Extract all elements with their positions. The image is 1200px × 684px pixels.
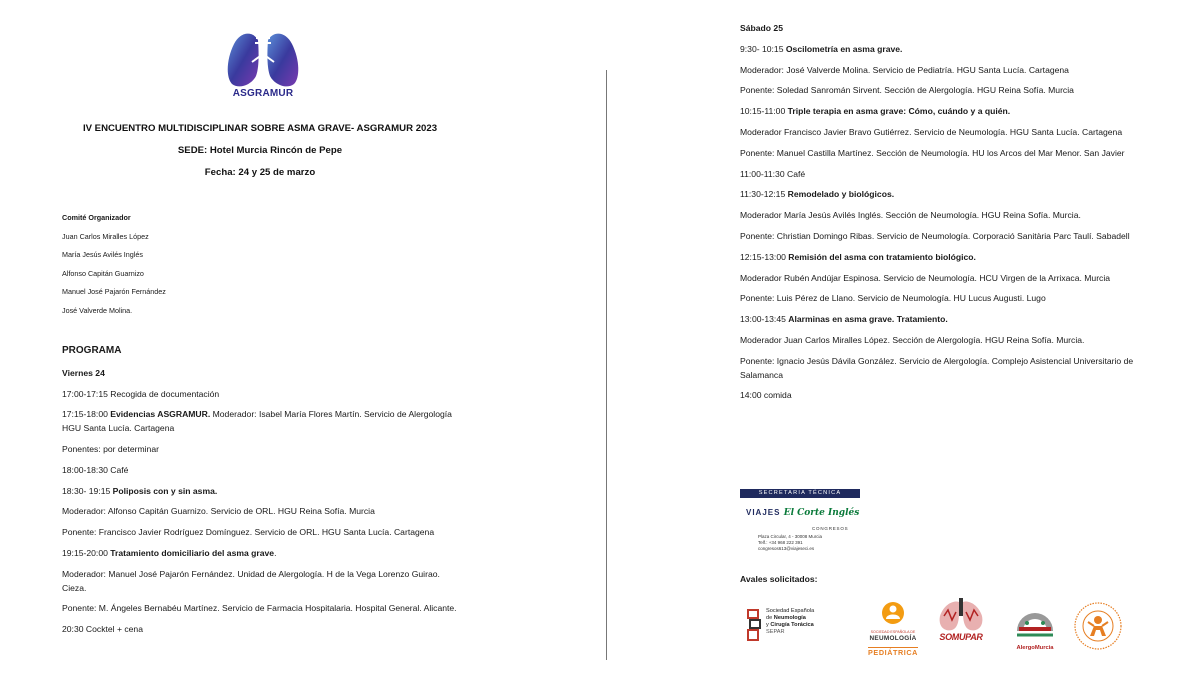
- session-details: Recogida de documentación: [110, 388, 220, 399]
- program-session: [62, 464, 462, 478]
- day-label: Viernes 24: [62, 367, 105, 378]
- column-divider: [606, 70, 607, 660]
- lungs-icon: [222, 26, 304, 90]
- alergomurcia-logo: [1008, 601, 1062, 653]
- session-title: Remisión del asma con tratamiento biológico.: [788, 251, 976, 262]
- program-session: [740, 64, 1135, 78]
- committee-member: Juan Carlos Miralles López: [62, 231, 149, 241]
- session-title: Remodelado y biológicos.: [787, 189, 895, 200]
- program-session: [740, 334, 1135, 348]
- alergomurcia-emblem-icon: [1013, 601, 1057, 639]
- session-title: Oscilometría en asma grave.: [785, 43, 903, 54]
- child-lungs-icon: [878, 601, 908, 625]
- program-session: [740, 188, 1135, 202]
- committee-member: José Valverde Molina.: [62, 305, 133, 315]
- session-details: .: [274, 547, 277, 558]
- session-details: Moderador: Isabel María Flores Martín. Servicio de Alergología HGU Santa Lucía. Cartagena: [62, 409, 452, 434]
- separ-line: Cirugía Torácica: [770, 622, 814, 628]
- program-session: [62, 388, 462, 402]
- session-details: Ponente: Francisco Javier Rodríguez Domínguez. Servicio de ORL. HGU Santa Lucía. Cartagena: [62, 527, 435, 538]
- session-details: Café: [787, 168, 806, 179]
- session-details: Moderador Rubén Andújar Espinosa. Servicio de Neumología. HCU Virgen de la Arrixaca. Murcia: [740, 272, 1111, 283]
- viajes-eci-brand: [746, 508, 859, 518]
- program-session: [62, 623, 462, 637]
- secretaria-tecnica-logo: [740, 489, 860, 559]
- program-session: [740, 84, 1135, 98]
- program-session: [62, 485, 462, 499]
- program-friday: [62, 344, 462, 644]
- session-title: Poliposis con y sin asma.: [112, 485, 218, 496]
- session-time: 12:15-13:00: [740, 251, 786, 262]
- separ-line: Sociedad Española: [766, 608, 815, 614]
- logo-name: ASGRAMUR: [232, 88, 294, 99]
- secretaria-phone: Telf.: +34 968 222 391: [758, 540, 803, 545]
- session-time: 19:15-20:00: [62, 547, 108, 558]
- somupar-lungs-icon: [930, 598, 992, 634]
- program-session: [740, 355, 1135, 383]
- committee-member: Alfonso Capitán Guarnizo: [62, 268, 144, 278]
- session-time: 18:30- 19:15: [62, 485, 111, 496]
- somupar-logo: [930, 598, 992, 654]
- secretaria-header: SECRETARIA TÉCNICA: [740, 489, 860, 498]
- event-venue: SEDE: Hotel Murcia Rincón de Pepe: [177, 145, 343, 156]
- program-session: [740, 389, 1135, 403]
- somupar-name: SOMUPAR: [939, 632, 983, 642]
- pediatrics-society-seal-logo: [1073, 600, 1123, 652]
- session-time: 14:00: [740, 390, 762, 401]
- session-time: 20:30: [62, 624, 84, 635]
- secretaria-email: congresos613@viajeseci.es: [758, 546, 815, 551]
- session-time: 13:00-13:45: [740, 314, 786, 325]
- program-session: [740, 292, 1135, 306]
- brand-name: El Corte Inglés: [783, 508, 860, 518]
- session-time: 18:00-18:30: [62, 464, 108, 475]
- friday-session-list: [62, 388, 462, 637]
- session-details: Ponente: Soledad Sanromán Sirvent. Sección de Alergología. HGU Reina Sofía. Murcia: [740, 85, 1074, 96]
- organizing-committee: [62, 209, 166, 321]
- session-title: Alarminas en asma grave. Tratamiento.: [788, 314, 948, 325]
- session-details: Cocktel + cena: [85, 624, 143, 635]
- session-time: 10:15-11:00: [740, 106, 786, 117]
- program-session: [62, 443, 462, 457]
- committee-title: Comité Organizador: [62, 213, 131, 222]
- program-session: [740, 272, 1135, 286]
- program-title: PROGRAMA: [62, 345, 122, 356]
- session-details: Ponente: M. Ángeles Bernabéu Martínez. Servicio de Farmacia Hospitalaria. Hospital General. Alicante.: [62, 603, 457, 614]
- program-session: [62, 505, 462, 519]
- neumologia-pediatrica-logo: [862, 601, 924, 657]
- program-session: [740, 209, 1135, 223]
- session-title: Evidencias ASGRAMUR.: [110, 409, 211, 420]
- separ-logo: [746, 606, 826, 646]
- session-details: Moderador: José Valverde Molina. Servicio de Pediatría. HGU Santa Lucía. Cartagena: [740, 64, 1069, 75]
- session-title: Tratamiento domiciliario del asma grave: [110, 547, 275, 558]
- session-details: Ponente: Manuel Castilla Martínez. Sección de Neumología. HU los Arcos del Mar Menor. San Javier: [740, 147, 1125, 158]
- neumo-small-text: SOCIEDAD ESPAÑOLA DE: [870, 630, 916, 634]
- session-time: 17:00-17:15: [62, 388, 108, 399]
- program-session: [740, 43, 1135, 57]
- secretaria-contact: [758, 534, 858, 552]
- session-details: Café: [110, 464, 129, 475]
- program-session: [62, 568, 462, 596]
- session-details: comida: [763, 390, 792, 401]
- session-details: Moderador: Alfonso Capitán Guarnizo. Servicio de ORL. HGU Reina Sofía. Murcia: [62, 506, 375, 517]
- session-title: Triple terapia en asma grave: Cómo, cuándo y a quién.: [787, 106, 1011, 117]
- program-session: [740, 147, 1135, 161]
- brand-prefix: VIAJES: [746, 508, 781, 517]
- program-session: [62, 602, 462, 616]
- session-details: Ponente: Ignacio Jesús Dávila González. Servicio de Alergología. Complejo Asistencial Universitario de Salamanca: [740, 355, 1134, 380]
- secretaria-address: Plaza Circular, 4 - 30008 Murcia: [758, 534, 823, 539]
- saturday-session-list: [740, 43, 1135, 403]
- session-details: Ponente: Christian Domingo Ribas. Servicio de Neumología. Corporació Sanitària Parc Taulí. Sabadell: [740, 230, 1130, 241]
- brand-division: CONGRESOS: [812, 526, 849, 531]
- program-session: [740, 313, 1135, 327]
- committee-member: María Jesús Avilés Inglés: [62, 250, 143, 260]
- session-details: Moderador Juan Carlos Miralles López. Sección de Alergología. HGU Reina Sofía. Murcia.: [740, 334, 1085, 345]
- session-details: Moderador: Manuel José Pajarón Fernández. Unidad de Alergología. H de la Vega Lorenzo Guirao. Cieza.: [62, 568, 440, 593]
- program-session: [740, 168, 1135, 182]
- separ-line: de: [766, 615, 773, 621]
- session-time: 9:30- 10:15: [740, 43, 784, 54]
- separ-line: Neumología: [773, 615, 806, 621]
- neumo-name-line: PEDIÁTRICA: [868, 648, 918, 657]
- event-date: Fecha: 24 y 25 de marzo: [204, 167, 316, 178]
- program-session: [740, 126, 1135, 140]
- program-session: [740, 251, 1135, 265]
- program-session: [62, 526, 462, 540]
- neumo-name-line: NEUMOLOGÍA: [869, 635, 917, 642]
- program-session: [62, 547, 462, 561]
- event-title: IV ENCUENTRO MULTIDISCIPLINAR SOBRE ASMA GRAVE- ASGRAMUR 2023: [82, 123, 438, 134]
- session-time: 17:15-18:00: [62, 409, 108, 420]
- pediatrics-seal-icon: [1073, 600, 1123, 652]
- program-session: [740, 105, 1135, 119]
- separ-line: y: [766, 622, 769, 628]
- program-session: [740, 230, 1135, 244]
- alergomurcia-name: AlergoMurcia: [1016, 645, 1054, 651]
- session-time: 11:00-11:30: [740, 168, 785, 179]
- separ-abbr: SEPAR: [766, 629, 785, 635]
- committee-member: Manuel José Pajarón Fernández: [62, 287, 166, 297]
- program-session: [62, 408, 462, 436]
- program-saturday: [740, 22, 1135, 410]
- session-details: Moderador María Jesús Avilés Inglés. Sección de Neumología. HGU Reina Sofía. Murcia.: [740, 210, 1081, 221]
- separ-emblem-icon: [746, 608, 764, 642]
- session-time: 11:30-12:15: [740, 189, 786, 200]
- session-details: Ponente: Luis Pérez de Llano. Servicio de Neumología. HU Lucus Augusti. Lugo: [740, 293, 1046, 304]
- avales-title: Avales solicitados:: [740, 574, 818, 584]
- day-label: Sábado 25: [740, 23, 783, 33]
- session-details: Moderador Francisco Javier Bravo Gutiérrez. Servicio de Neumología. HGU Santa Lucía. Cartagena: [740, 126, 1123, 137]
- asgramur-logo: [222, 26, 304, 99]
- session-details: Ponentes: por determinar: [62, 443, 159, 454]
